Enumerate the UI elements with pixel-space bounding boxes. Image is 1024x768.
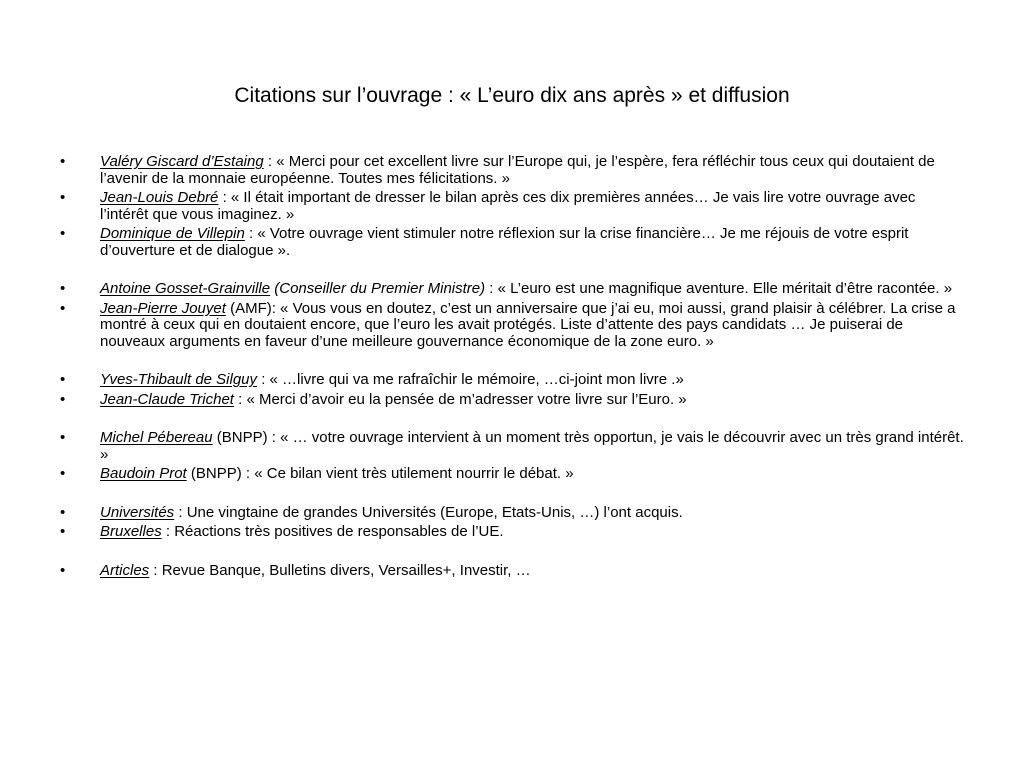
citation-list: [56, 154, 966, 582]
bullet-icon: •: [60, 371, 66, 388]
bullet-icon: •: [60, 390, 66, 408]
list-item: [56, 392, 966, 409]
citation-author: Antoine Gosset-Grainville: [100, 280, 271, 297]
list-item: [56, 226, 966, 259]
citation-quote: : Réactions très positives de responsables de l’UE.: [161, 523, 504, 540]
list-item: [56, 505, 966, 522]
bullet-icon: •: [60, 561, 66, 579]
list-item: [56, 563, 966, 580]
citation-quote: : « L’euro est une magnifique aventure. Elle méritait d’être racontée. »: [485, 280, 953, 297]
citation-author: Michel Pébereau: [100, 429, 213, 446]
list-item: [56, 190, 966, 223]
list-item: [56, 524, 966, 541]
citation-quote: : « Il était important de dresser le bilan après ces dix premières années… Je vais lire votre ouvrage avec l’intérêt que vous imaginez. »: [100, 189, 916, 223]
page-title: Citations sur l’ouvrage : « L’euro dix ans après » et diffusion: [234, 84, 790, 107]
citation-quote: : « Merci d’avoir eu la pensée de m’adresser votre livre sur l’Euro. »: [233, 390, 687, 408]
citation-author: Articles: [100, 561, 150, 579]
citation-author: Jean-Louis Debré: [100, 189, 219, 206]
citation-role: (Conseiller du Premier Ministre): [270, 280, 486, 297]
bullet-icon: •: [60, 503, 66, 521]
list-item: [56, 281, 966, 298]
bullet-icon: •: [60, 280, 66, 297]
citation-author: Universités: [100, 503, 175, 521]
citation-quote: (AMF): « Vous vous en doutez, c’est un anniversaire que j’ai eu, moi aussi, grand plaisir à célébrer. La crise a montré à ceux qui en doutaient encore, que l’euro les avait protégés. Liste d’attente des pays candidats … Je puiserai de nouveaux arguments en faveur d’une meilleure gouvernance économique de la zone euro. »: [100, 299, 956, 350]
citation-quote: (BNPP) : « Ce bilan vient très utilement nourrir le débat. »: [186, 465, 574, 482]
citation-quote: (BNPP) : « … votre ouvrage intervient à un moment très opportun, je vais le découvrir avec un très grand intérêt. »: [100, 429, 964, 463]
citation-quote: : « Votre ouvrage vient stimuler notre réflexion sur la crise financière… Je me réjouis de votre esprit d’ouverture et de dialogue ».: [100, 225, 909, 259]
list-item: [56, 372, 966, 389]
citation-quote: : Une vingtaine de grandes Universités (Europe, Etats-Unis, …) l’ont acquis.: [174, 503, 683, 521]
citation-quote: : « Merci pour cet excellent livre sur l’Europe qui, je l’espère, fera réfléchir tous ceux qui doutaient de l’avenir de la monnaie européenne. Toutes mes félicitations. »: [100, 153, 935, 187]
list-item: [56, 154, 966, 187]
list-item: [56, 301, 966, 351]
bullet-icon: •: [60, 225, 66, 242]
bullet-icon: •: [60, 429, 66, 446]
citation-author: Dominique de Villepin: [100, 225, 245, 242]
citation-author: Valéry Giscard d’Estaing: [100, 153, 264, 170]
list-item: [56, 466, 966, 483]
citation-author: Jean-Claude Trichet: [100, 390, 234, 408]
bullet-icon: •: [60, 523, 66, 540]
bullet-icon: •: [60, 299, 66, 317]
bullet-icon: •: [60, 189, 66, 206]
citation-quote: : « …livre qui va me rafraîchir le mémoire, …ci-joint mon livre .»: [257, 371, 684, 388]
citation-author: Bruxelles: [100, 523, 162, 540]
bullet-icon: •: [60, 465, 66, 482]
list-item: [56, 430, 966, 463]
citation-author: Jean-Pierre Jouyet: [100, 299, 226, 317]
citation-author: Yves-Thibault de Silguy: [100, 371, 258, 388]
bullet-icon: •: [60, 153, 66, 170]
citation-author: Baudoin Prot: [100, 465, 187, 482]
citation-quote: : Revue Banque, Bulletins divers, Versailles+, Investir, …: [149, 561, 531, 579]
